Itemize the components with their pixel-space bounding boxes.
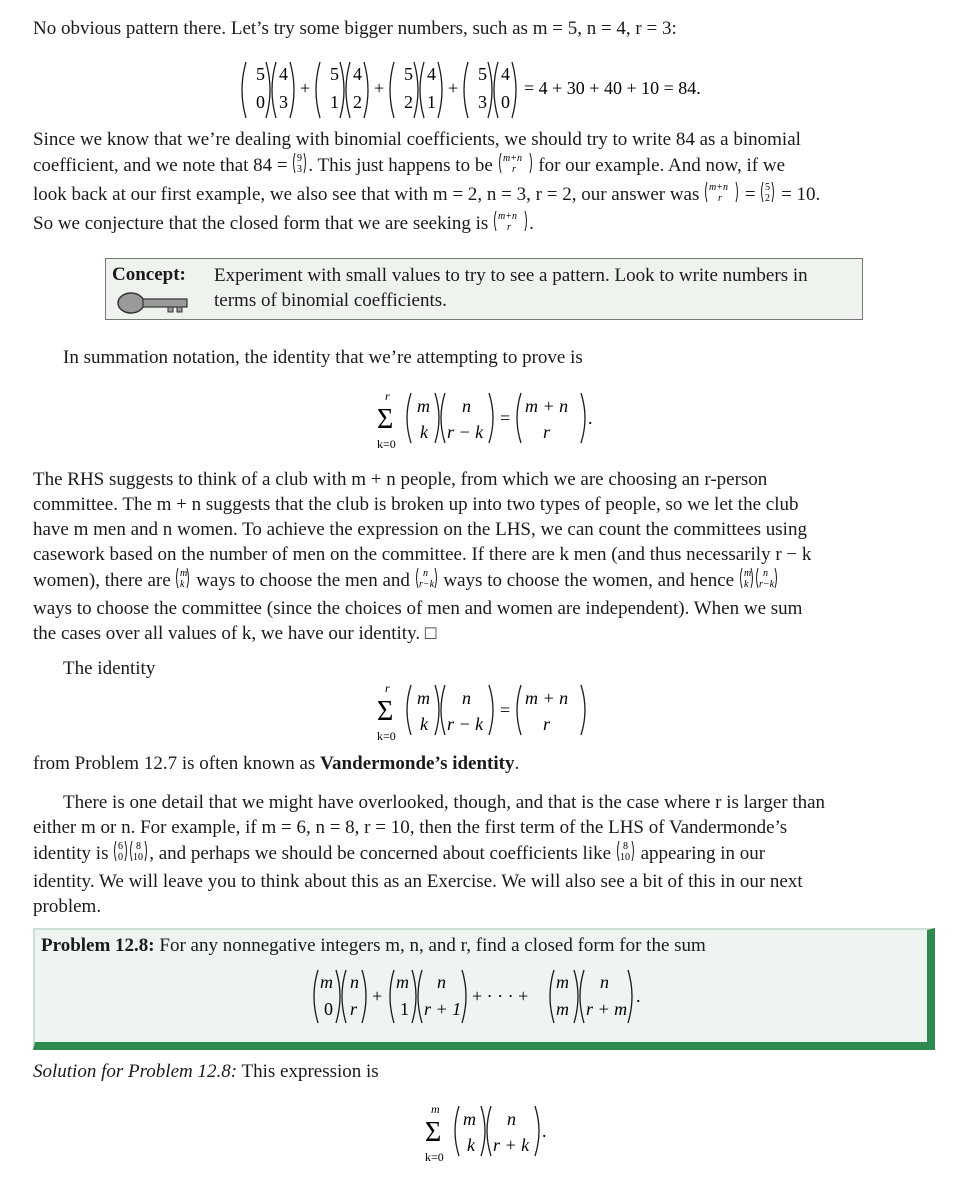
sol-b1-bot: k [467,1135,475,1155]
problem-sum-equation [310,967,690,1029]
pt3-bot2: r + m [586,999,628,1019]
intro-text: No obvious pattern there. Let’s try some bigger numbers, such as m = 5, n = 4, r = 3: [33,18,677,39]
term-3-top-2: 4 [427,64,436,84]
p4-line-5c: ways to choose the women, and hence [438,569,739,591]
p4-line-5b: ways to choose the men and [191,569,415,591]
term-4 [464,62,516,118]
b2-bot: r − k [447,422,484,442]
binom-5-2 [760,181,776,210]
binom-n-rk-2-top: n [762,568,768,579]
binom-8-10-2 [616,840,636,869]
p7-line-5: problem. [33,896,102,917]
term-1-top-2: 4 [279,64,288,84]
term-2-top-2: 4 [353,64,362,84]
the-identity-text: The identity [63,658,156,679]
binom-8-10 [129,840,149,869]
term-2 [316,62,368,118]
binom-m-k [175,567,191,596]
p6-text-a: from Problem 12.7 is often known as [33,753,321,774]
p7-line-3 [33,840,935,869]
p4-line-2: committee. The m + n suggests that the club is broken up into two types of people, so we let the club [33,494,799,515]
pt1-bot1: 0 [324,999,333,1019]
binom-8-10-2-top: 8 [622,841,628,852]
problem-statement [41,933,706,958]
binom-m-k-bot: k [180,579,185,589]
sol-sum-upper: m [431,1102,440,1116]
term-4-top-1: 5 [478,64,487,84]
vandermonde-identity-display-2 [375,680,605,746]
binom-mn-r-bot: r [511,164,516,174]
id2-b2-bot: r − k [447,714,484,734]
term-2-bot-1: 1 [330,92,339,112]
pt1-top1: m [320,972,333,992]
term-1-top-1: 5 [256,64,265,84]
equals: = [500,408,511,428]
sum-upper: r [385,389,390,403]
plus-3: + [448,78,459,98]
problem-text: For any nonnegative integers m, n, and r, find a closed form for the sum [159,935,706,956]
binom-n-rk [415,567,439,596]
p4-line-6: ways to choose the committee (since the choices of men and women are independent). When we sum [33,598,803,619]
term-3-bot-2: 1 [427,92,436,112]
id2-b1-top: m [417,688,430,708]
p2-line-4a: So we conjecture that the closed form that we are seeking is [33,212,494,234]
binom-mn-r-2-top: m+n [709,182,729,193]
solution-text: This expression is [237,1061,379,1082]
binom-m-k-top: m [180,568,188,579]
problem-label: Problem 12.8: [41,935,155,956]
term-1 [242,62,294,118]
p4-line-3: have m men and n women. To achieve the expression on the LHS, we can count the committees using [33,519,807,540]
vandermonde-identity-display-1 [375,388,605,454]
concept-box [105,258,863,320]
vandermonde-term: Vandermonde’s identity [320,753,515,774]
key-icon [116,290,192,316]
term-4-bot-2: 0 [501,92,510,112]
sum2-lower: k=0 [377,729,396,743]
p2-line-2c: for our example. And now, if we [533,154,786,176]
id2-b2-top: n [462,688,471,708]
equation-result: = 4 + 30 + 40 + 10 = 84. [524,78,701,98]
binom-mn-r [498,152,534,181]
term-3-bot-1: 2 [404,92,413,112]
sol-sigma: Σ [425,1117,442,1148]
id2-rhs-top: m + n [525,688,569,708]
p2-line-2b: . This just happens to be [308,154,498,176]
b2-top: n [462,396,471,416]
sol-end: . [542,1121,547,1141]
pt3-bot1: m [556,999,569,1019]
problem-box [33,928,935,1050]
plus-2: + [374,78,385,98]
binom-8-10-bot: 10 [133,852,144,862]
p2-line-3 [33,181,935,210]
sol-b2-bot: r + k [493,1135,530,1155]
sigma: Σ [377,404,394,435]
club-paragraph [33,467,935,646]
p7-line-3c: appearing in our [635,842,766,864]
binom-m-k-2 [739,567,755,596]
binom-5-2-bot: 2 [765,193,771,203]
sigma-2: Σ [377,696,394,727]
sum2-upper: r [385,681,390,695]
term-3-top-1: 5 [404,64,413,84]
binom-mn-r-2 [704,181,740,210]
p2-line-3b: = [740,183,761,205]
rhs-top: m + n [525,396,569,416]
p4-line-1: The RHS suggests to think of a club with m + n people, from which we are choosing an r-person [33,469,768,490]
p7-line-1: There is one detail that we might have overlooked, though, and that is the case where r is larger than [63,792,826,813]
p4-line-7: the cases over all values of k, we have our identity. □ [33,623,437,644]
binom-mn-r-3-bot: r [507,222,511,232]
binom-6-0-bot: 0 [118,852,124,862]
binom-6-0 [113,840,129,869]
problem-plus-1: + [372,986,383,1006]
pt3-top1: m [556,972,569,992]
binom-8-10-2-bot: 10 [619,852,630,862]
pt2-top1: m [396,972,409,992]
equals-2: = [500,700,511,720]
identity-end: . [588,408,593,428]
binom-m-k-2-bot: k [743,579,749,589]
binom-9-3 [292,152,308,181]
sum-lower: k=0 [377,437,396,451]
p6-text-b: . [514,753,520,774]
binom-n-rk-2 [755,567,779,596]
p7-line-4: identity. We will leave you to think about this as an Exercise. We will also see a bit of this in our next [33,871,803,892]
pt2-bot1: 1 [400,999,409,1019]
sol-b1-top: m [463,1109,476,1129]
concept-label: Concept: [112,264,186,285]
binomial-paragraph [33,127,935,239]
overlooked-detail-paragraph [33,790,935,919]
binom-n-rk-bot: r−k [418,579,434,589]
concept-text: Experiment with small values to try to see a pattern. Look to write numbers in terms of binomial coefficients. [214,265,808,311]
plus-1: + [300,78,311,98]
binom-mn-r-top: m+n [502,153,522,164]
p2-line-4b: . [529,212,534,234]
binom-mn-r-3-top: m+n [498,211,518,222]
sol-sum-lower: k=0 [425,1150,444,1164]
p7-line-3a: identity is [33,842,114,864]
p2-line-3c: = 10. [776,183,821,205]
b1-bot: k [420,422,428,442]
p2-line-2 [33,152,935,181]
problem-sum-end: . [636,986,641,1006]
pt1-bot2: r [350,999,358,1019]
p7-line-3b: , and perhaps we should be concerned about coefficients like [149,842,616,864]
pt2-top2: n [437,972,446,992]
binom-9-3-bot: 3 [297,164,303,174]
binom-n-rk-2-bot: r−k [758,579,774,589]
term-2-bot-2: 2 [353,92,362,112]
binom-5-2-top: 5 [765,182,771,193]
term-2-top-1: 5 [330,64,339,84]
term-4-top-2: 4 [501,64,510,84]
binomial-sum-equation [238,58,738,122]
intro-paragraph [33,16,935,41]
term-4-bot-1: 3 [478,92,487,112]
pt1-top2: n [350,972,359,992]
term-1-bot-2: 3 [279,92,288,112]
binom-9-3-top: 9 [297,153,303,164]
pt2-bot2: r + 1 [424,999,462,1019]
summation-intro-text: In summation notation, the identity that we’re attempting to prove is [63,347,583,368]
sol-b2-top: n [507,1109,516,1129]
summation-intro [33,345,935,370]
term-1-bot-1: 0 [256,92,265,112]
p2-line-3a: look back at our first example, we also see that with m = 2, n = 3, r = 2, our answer was [33,183,705,205]
binom-mn-r-3 [493,210,529,239]
pt3-top2: n [600,972,609,992]
vandermonde-name-line [33,751,935,776]
p7-line-2: either m or n. For example, if m = 6, n = 8, r = 10, then the first term of the LHS of Vandermonde’s [33,817,788,838]
binom-8-10-top: 8 [136,841,142,852]
solution-intro [33,1061,379,1083]
b1-top: m [417,396,430,416]
binom-6-0-top: 6 [118,841,124,852]
p2-line-1: Since we know that we’re dealing with binomial coefficients, we should try to write 84 as a binomial [33,129,801,150]
binom-n-rk-top: n [422,568,428,579]
p2-line-2a: coefficient, and we note that 84 = [33,154,293,176]
id2-b1-bot: k [420,714,428,734]
id2-rhs-bot: r [543,714,551,734]
problem-dots: + · · · + [472,986,529,1006]
rhs-bot: r [543,422,551,442]
term-3 [390,62,442,118]
binom-m-k-2-top: m [743,568,752,579]
solution-label: Solution for Problem 12.8: [33,1061,238,1082]
p4-line-5a: women), there are [33,569,176,591]
binom-mn-r-2-bot: r [718,193,723,203]
p4-line-4: casework based on the number of men on the committee. If there are k men (and thus necessarily r − k [33,544,812,565]
p4-line-5 [33,567,935,596]
p2-line-4 [33,210,935,239]
the-identity-intro [33,656,935,681]
solution-sum-display [423,1101,563,1167]
